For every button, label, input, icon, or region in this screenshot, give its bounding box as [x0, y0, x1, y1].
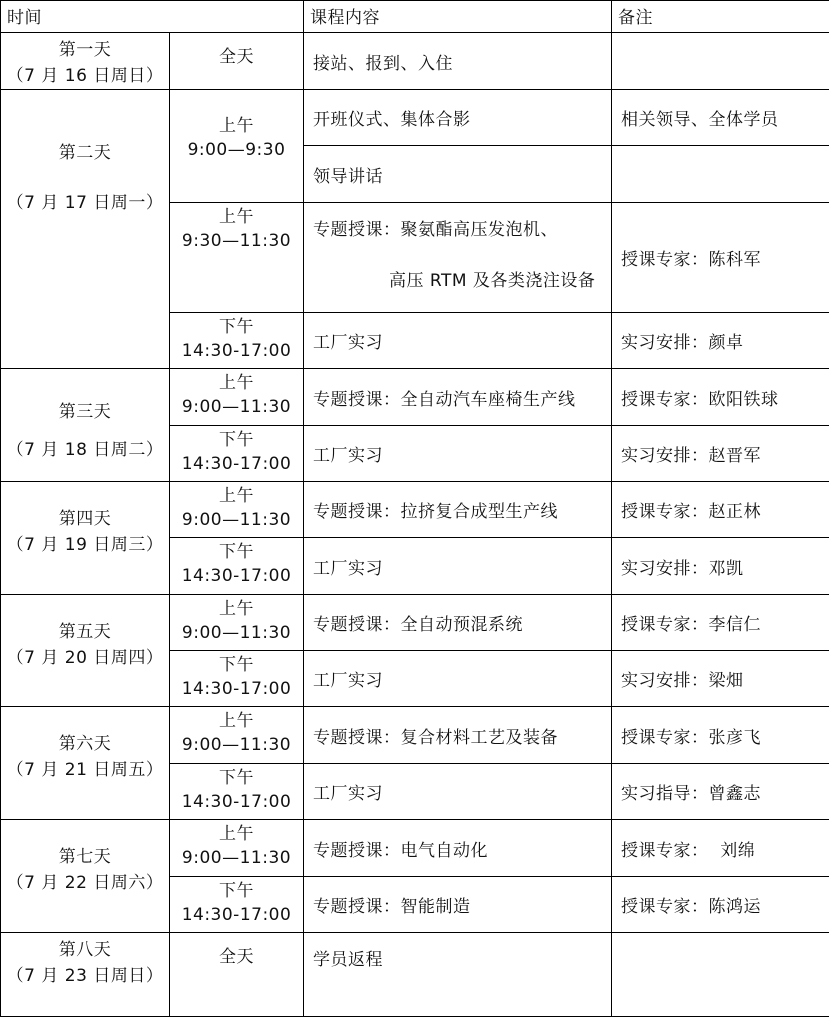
content-cell: 专题授课：复合材料工艺及装备 — [304, 707, 612, 764]
day-cell — [1, 90, 170, 369]
day-date: （7 月 18 日周二） — [6, 440, 164, 460]
day-cell — [1, 33, 170, 90]
content-cell: 开班仪式、集体合影 — [304, 90, 612, 146]
slot-time: 14:30-17:00 — [181, 905, 292, 925]
slot-time: 9:00—11:30 — [181, 510, 292, 530]
content-cell: 接站、报到、入住 — [304, 33, 612, 90]
day-date: （7 月 23 日周日） — [6, 966, 164, 986]
day-cell — [1, 482, 170, 595]
slot-cell — [170, 651, 304, 707]
day-date: （7 月 21 日周五） — [6, 760, 164, 780]
content-cell: 工厂实习 — [304, 764, 612, 820]
content-line: 高压 RTM 及各类浇注设备 — [389, 271, 596, 291]
note-cell: 授课专家： 刘绵 — [612, 820, 829, 877]
slot-period: 上午 — [219, 207, 254, 227]
slot-period: 下午 — [219, 655, 254, 675]
slot-period: 上午 — [219, 116, 254, 136]
note-cell: 相关领导、全体学员 — [612, 90, 829, 146]
slot-label: 全天 — [219, 947, 254, 967]
content-cell: 专题授课：电气自动化 — [304, 820, 612, 877]
day-cell — [1, 820, 170, 933]
slot-cell — [170, 90, 304, 203]
slot-period: 上午 — [219, 824, 254, 844]
slot-time: 14:30-17:00 — [181, 454, 292, 474]
note-cell: 实习安排：梁畑 — [612, 651, 829, 707]
content-cell: 工厂实习 — [304, 426, 612, 482]
content-cell: 学员返程 — [304, 933, 612, 1017]
slot-cell — [170, 203, 304, 313]
note-cell — [612, 933, 829, 1017]
slot-cell — [170, 707, 304, 764]
day-date: （7 月 22 日周六） — [6, 873, 164, 893]
note-cell: 实习安排：邓凯 — [612, 538, 829, 595]
note-cell: 授课专家：张彦飞 — [612, 707, 829, 764]
day-date: （7 月 16 日周日） — [6, 66, 164, 86]
slot-time: 14:30-17:00 — [181, 679, 292, 699]
header-course: 课程内容 — [304, 1, 612, 33]
slot-time: 9:00—9:30 — [187, 140, 286, 160]
note-cell: 授课专家：李信仁 — [612, 595, 829, 651]
note-cell — [612, 146, 829, 203]
slot-cell — [170, 482, 304, 538]
day-label: 第八天 — [58, 940, 112, 960]
slot-time: 9:00—11:30 — [181, 623, 292, 643]
note-cell: 授课专家：赵正林 — [612, 482, 829, 538]
slot-time: 14:30-17:00 — [181, 341, 292, 361]
day-label: 第二天 — [58, 143, 112, 163]
table-row — [1, 90, 829, 146]
slot-period: 下午 — [219, 768, 254, 788]
slot-time: 9:00—11:30 — [181, 735, 292, 755]
day-label: 第一天 — [58, 40, 112, 60]
slot-cell — [170, 877, 304, 933]
day-date: （7 月 19 日周三） — [6, 535, 164, 555]
day-date: （7 月 20 日周四） — [6, 648, 164, 668]
note-cell: 实习指导：曾鑫志 — [612, 764, 829, 820]
content-cell: 工厂实习 — [304, 538, 612, 595]
content-cell — [304, 203, 612, 313]
slot-cell — [170, 369, 304, 426]
content-cell: 专题授课：全自动汽车座椅生产线 — [304, 369, 612, 426]
content-line: 专题授课：聚氨酯高压发泡机、 — [313, 220, 558, 240]
slot-time: 9:00—11:30 — [181, 397, 292, 417]
note-cell: 授课专家：陈鸿运 — [612, 877, 829, 933]
day-cell — [1, 369, 170, 482]
content-cell: 工厂实习 — [304, 651, 612, 707]
table-row — [1, 482, 829, 538]
slot-cell — [170, 595, 304, 651]
slot-period: 下午 — [219, 430, 254, 450]
header-remark: 备注 — [612, 1, 829, 33]
note-cell: 授课专家：欧阳铁球 — [612, 369, 829, 426]
slot-period: 下午 — [219, 542, 254, 562]
header-row — [1, 1, 829, 33]
slot-time: 14:30-17:00 — [181, 792, 292, 812]
slot-cell — [170, 764, 304, 820]
slot-time: 9:00—11:30 — [181, 848, 292, 868]
note-cell — [612, 33, 829, 90]
slot-period: 上午 — [219, 373, 254, 393]
slot-cell — [170, 820, 304, 877]
slot-period: 上午 — [219, 599, 254, 619]
slot-cell — [170, 426, 304, 482]
content-cell: 领导讲话 — [304, 146, 612, 203]
content-cell: 工厂实习 — [304, 313, 612, 369]
day-cell — [1, 933, 170, 1017]
day-label: 第三天 — [58, 402, 112, 422]
day-label: 第四天 — [58, 509, 112, 529]
slot-cell — [170, 538, 304, 595]
slot-cell — [170, 33, 304, 90]
slot-cell — [170, 313, 304, 369]
content-cell: 专题授课：智能制造 — [304, 877, 612, 933]
note-cell: 实习安排：颜卓 — [612, 313, 829, 369]
header-time: 时间 — [1, 1, 304, 33]
slot-time: 9:30—11:30 — [181, 231, 292, 251]
slot-label: 全天 — [219, 47, 254, 67]
table-row — [1, 820, 829, 877]
content-cell: 专题授课：拉挤复合成型生产线 — [304, 482, 612, 538]
note-cell: 授课专家：陈科军 — [612, 203, 829, 313]
slot-period: 上午 — [219, 711, 254, 731]
slot-period: 下午 — [219, 881, 254, 901]
slot-time: 14:30-17:00 — [181, 566, 292, 586]
note-cell: 实习安排：赵晋军 — [612, 426, 829, 482]
day-cell — [1, 707, 170, 820]
slot-period: 下午 — [219, 317, 254, 337]
table-row — [1, 33, 829, 90]
day-label: 第六天 — [58, 734, 112, 754]
day-date: （7 月 17 日周一） — [6, 193, 164, 213]
table-row — [1, 369, 829, 426]
table-row — [1, 933, 829, 1017]
day-cell — [1, 595, 170, 707]
slot-cell — [170, 933, 304, 1017]
day-label: 第七天 — [58, 847, 112, 867]
content-cell: 专题授课：全自动预混系统 — [304, 595, 612, 651]
table-row — [1, 595, 829, 651]
day-label: 第五天 — [58, 622, 112, 642]
slot-period: 上午 — [219, 486, 254, 506]
table-row — [1, 707, 829, 764]
